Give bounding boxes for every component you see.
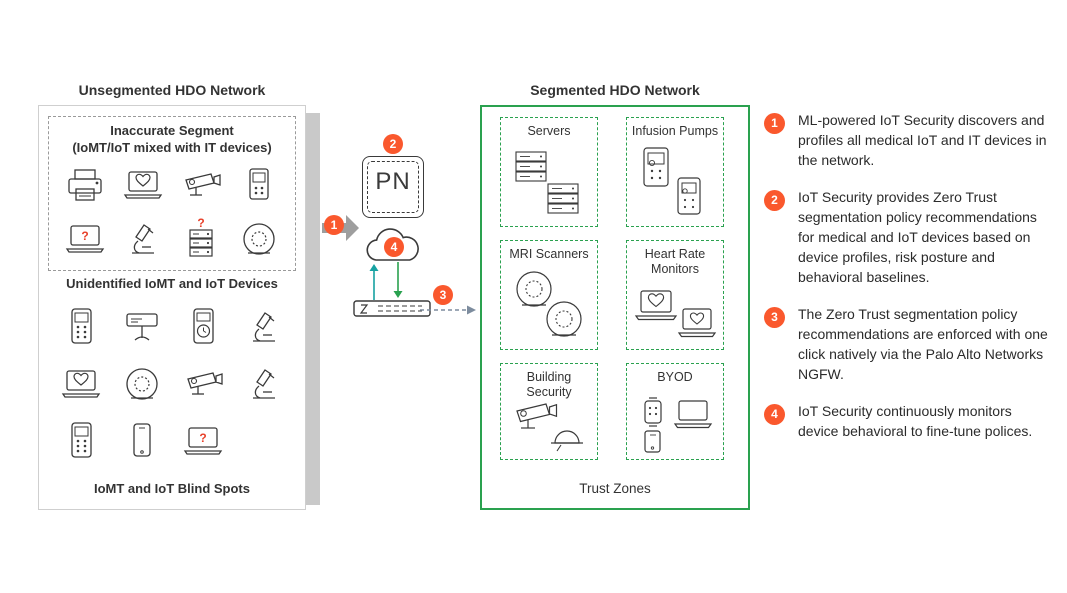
- security-camera-icon: [505, 395, 593, 453]
- legend-number-3: 3: [764, 307, 785, 328]
- zone-title-mri-scanners: MRI Scanners: [509, 247, 589, 261]
- legend-item-4: [764, 401, 1054, 441]
- mri-scanner-icon: [505, 267, 593, 343]
- inaccurate-segment-line2: (IoMT/IoT mixed with IT devices): [72, 140, 272, 155]
- zone-icons-byod: [627, 395, 723, 453]
- inaccurate-segment-line1: Inaccurate Segment: [110, 123, 234, 138]
- mri-scanner-icon: [230, 212, 288, 266]
- laptop-heart-icon: [114, 158, 172, 212]
- infusion-pump-icon: [111, 298, 172, 355]
- left-column-title: Unsegmented HDO Network: [78, 82, 266, 98]
- up-arrow-icon: [368, 262, 380, 300]
- unidentified-devices-icon-grid: [50, 298, 294, 470]
- medical-monitor-icon: [50, 298, 111, 355]
- legend-item-3: [764, 304, 1054, 384]
- laptop-question-icon: [172, 413, 233, 470]
- zone-title-servers: Servers: [527, 124, 571, 138]
- zone-icons-infusion-pumps: [627, 144, 723, 220]
- printer-icon: [56, 158, 114, 212]
- laptop-heart-icon: [50, 355, 111, 412]
- microscope-icon: [233, 298, 294, 355]
- legend-text-1: ML-powered IoT Security discovers and profiles all medical IoT and IT devices in the network.: [798, 112, 1047, 168]
- right-column-title: Segmented HDO Network: [530, 82, 700, 98]
- unidentified-devices-label: Unidentified IoMT and IoT Devices: [66, 276, 278, 291]
- zone-title-building-line1: Building: [526, 370, 572, 384]
- legend-number-2: 2: [764, 190, 785, 211]
- inaccurate-segment-icon-grid: [56, 158, 288, 266]
- zone-icons-building-security: [501, 395, 597, 453]
- monitor-device-icon: [230, 158, 288, 212]
- ngfw-label: PN: [375, 168, 411, 195]
- badge-step-2: 2: [383, 134, 403, 154]
- microscope-icon: [114, 212, 172, 266]
- server-rack-question-icon: [172, 212, 230, 266]
- zone-title-infusion-pumps: Infusion Pumps: [631, 124, 719, 138]
- legend-number-4: 4: [764, 404, 785, 425]
- mri-scanner-icon: [111, 355, 172, 412]
- laptop-heart-icon: [631, 287, 719, 343]
- legend-text-4: IoT Security continuously monitors device behavioral to fine-tune polices.: [798, 403, 1033, 439]
- medical-monitor-icon: [50, 413, 111, 470]
- inaccurate-segment-label: [48, 122, 296, 156]
- dotted-arrow-icon: [420, 305, 476, 315]
- badge-step-4: 4: [384, 237, 404, 257]
- legend-number-1: 1: [764, 113, 785, 134]
- zone-title-heart-rate-line2: Monitors: [651, 262, 699, 276]
- svg-text:?: ?: [81, 229, 89, 243]
- trust-zone-byod: [626, 363, 724, 460]
- trust-zone-heart-rate-monitors: [626, 240, 724, 350]
- byod-devices-icon: [631, 395, 719, 453]
- legend-text-2: IoT Security provides Zero Trust segmentation policy recommendations for medical and IoT devices based on device profiles, risk posture and behavioral baselines.: [798, 189, 1037, 285]
- badge-step-1: 1: [324, 215, 344, 235]
- legend: [764, 110, 1054, 458]
- trust-zones-label: Trust Zones: [579, 481, 651, 496]
- zone-title-heart-rate-line1: Heart Rate: [644, 247, 706, 261]
- svg-text:?: ?: [197, 218, 205, 230]
- zone-icons-mri-scanners: [501, 267, 597, 343]
- zone-icons-heart-rate-monitors: [627, 287, 723, 343]
- infusion-pump-icon: [632, 144, 718, 220]
- tablet-clock-icon: [172, 298, 233, 355]
- blind-spots-label: IoMT and IoT Blind Spots: [94, 481, 250, 496]
- zone-title-byod: BYOD: [657, 370, 693, 384]
- zone-title-building-line2: Security: [526, 385, 572, 399]
- laptop-question-icon: [56, 212, 114, 266]
- zone-title-heart-rate-monitors: [627, 247, 723, 277]
- legend-item-2: [764, 187, 1054, 287]
- security-camera-icon: [172, 158, 230, 212]
- microscope-icon: [233, 355, 294, 412]
- trust-zone-servers: [500, 117, 598, 227]
- down-arrow-icon: [392, 262, 404, 300]
- zone-icons-servers: [501, 148, 597, 220]
- badge-step-3: 3: [433, 285, 453, 305]
- trust-zone-building-security: [500, 363, 598, 460]
- security-camera-icon: [172, 355, 233, 412]
- left-panel-shadow: [306, 113, 320, 505]
- trust-zone-mri-scanners: [500, 240, 598, 350]
- trust-zone-infusion-pumps: [626, 117, 724, 227]
- server-rack-icon: [508, 148, 590, 220]
- smartphone-icon: [111, 413, 172, 470]
- legend-item-1: [764, 110, 1054, 170]
- svg-text:?: ?: [198, 431, 207, 446]
- legend-text-3: The Zero Trust segmentation policy recommendations are enforced with one click natively via the Palo Alto Networks NGFW.: [798, 306, 1048, 382]
